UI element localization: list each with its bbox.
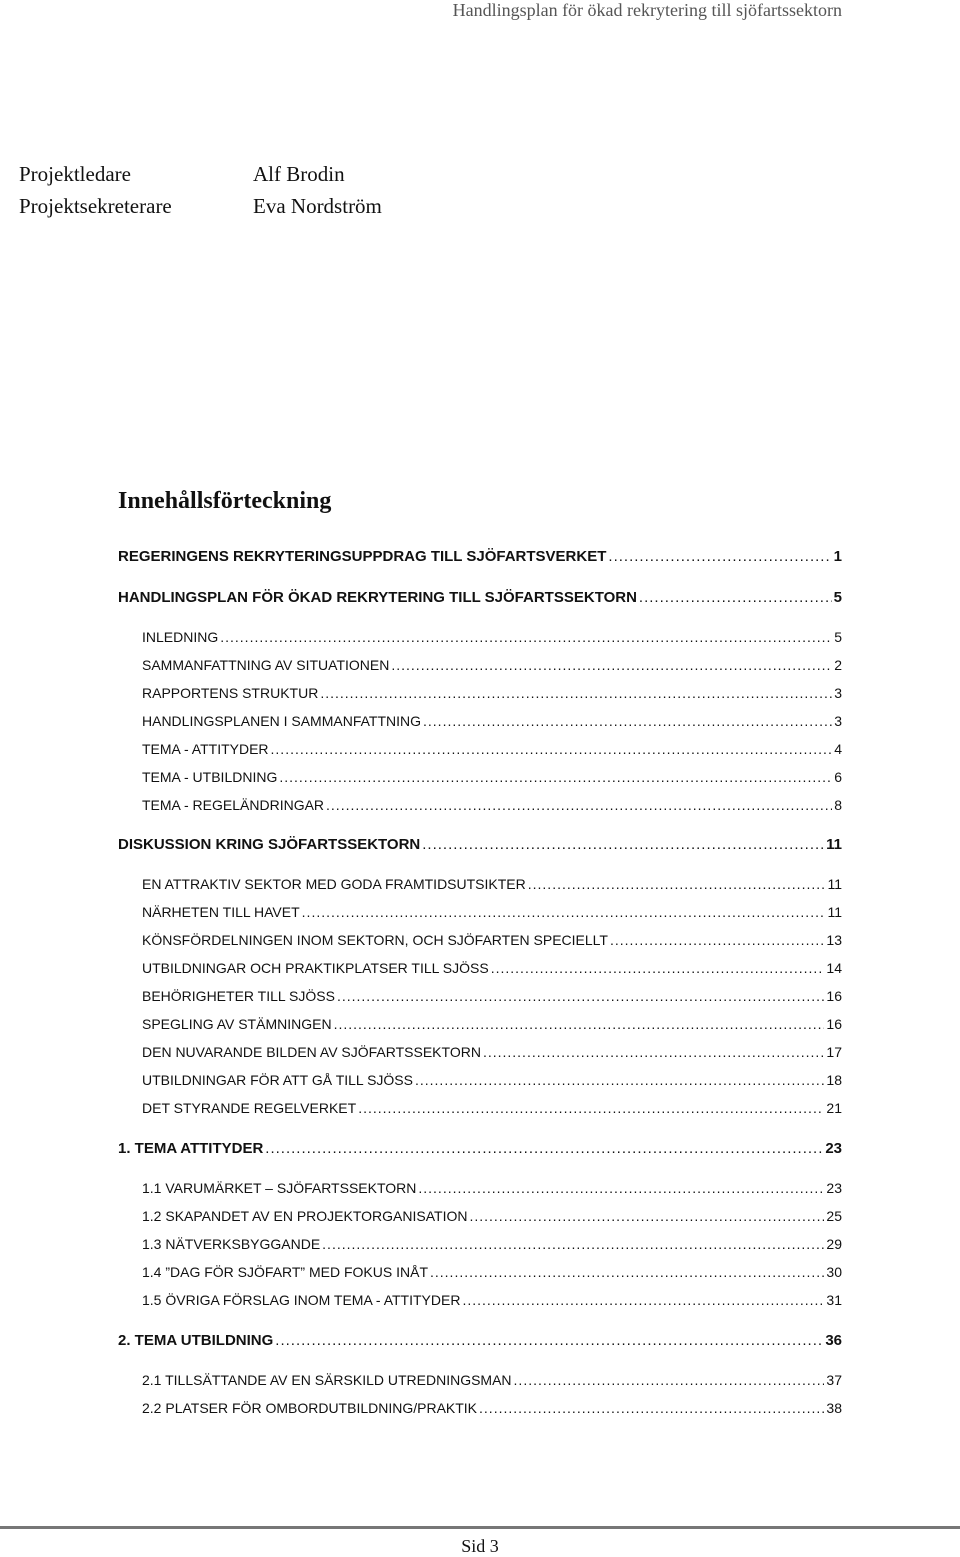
toc-title: Innehållsförteckning (118, 488, 332, 514)
toc-leader (423, 713, 832, 729)
running-header: Handlingsplan för ökad rekrytering till sjöfartssektorn (452, 0, 842, 20)
toc-entry-page: 37 (826, 1372, 842, 1388)
toc-entry-text: 2.2 PLATSER FÖR OMBORDUTBILDNING/PRAKTIK (142, 1400, 478, 1416)
toc-entry-page: 8 (834, 797, 842, 813)
toc-entry-page: 30 (826, 1264, 842, 1280)
toc-entry-page: 3 (834, 713, 842, 729)
toc-leader (337, 988, 824, 1004)
toc-entry-text: INLEDNING (142, 629, 219, 645)
toc-entry-page: 36 (825, 1332, 842, 1349)
toc-entry[interactable] (142, 960, 842, 976)
project-meta (19, 158, 382, 222)
toc-entry[interactable] (142, 904, 842, 920)
toc-leader (608, 548, 831, 565)
toc-leader (279, 769, 832, 785)
toc-entry-text: SPEGLING AV STÄMNINGEN (142, 1016, 332, 1032)
footer-divider (0, 1526, 960, 1529)
toc-entry[interactable] (142, 1400, 842, 1416)
toc-entry-page: 14 (826, 960, 842, 976)
toc-entry-text: 1.2 SKAPANDET AV EN PROJEKTORGANISATION (142, 1208, 468, 1224)
toc-leader (483, 1044, 824, 1060)
meta-value: Eva Nordström (253, 194, 382, 218)
meta-label: Projektsekreterare (19, 194, 172, 218)
toc-leader (491, 960, 825, 976)
toc-leader (302, 904, 826, 920)
toc-entry[interactable] (142, 1264, 842, 1280)
toc-entry-page: 17 (826, 1044, 842, 1060)
toc-entry[interactable] (142, 932, 842, 948)
toc-entry[interactable] (142, 797, 842, 813)
toc-entry-page: 16 (826, 1016, 842, 1032)
meta-label: Projektledare (19, 162, 131, 186)
toc-entry-page: 25 (826, 1208, 842, 1224)
toc-entry[interactable] (142, 1044, 842, 1060)
toc-entry-page: 23 (825, 1140, 842, 1157)
toc-entry[interactable] (142, 1180, 842, 1196)
toc-entry[interactable] (118, 1332, 842, 1349)
toc-entry[interactable] (142, 1208, 842, 1224)
toc-entry-page: 16 (826, 988, 842, 1004)
toc-leader (275, 1332, 823, 1349)
toc-entry-text: EN ATTRAKTIV SEKTOR MED GODA FRAMTIDSUTSIKTER (142, 876, 526, 892)
toc-entry-text: 1.4 ”DAG FÖR SJÖFART” MED FOKUS INÅT (142, 1264, 428, 1280)
toc-entry-text: TEMA - ATTITYDER (142, 741, 269, 757)
toc-entry[interactable] (142, 1372, 842, 1388)
toc-leader (422, 836, 824, 853)
toc-leader (358, 1100, 824, 1116)
toc-leader (418, 1180, 824, 1196)
toc-leader (610, 932, 824, 948)
toc-entry[interactable] (142, 1072, 842, 1088)
toc-entry-text: TEMA - REGELÄNDRINGAR (142, 797, 325, 813)
toc-entry-page: 18 (826, 1072, 842, 1088)
toc-entry-text: HANDLINGSPLAN FÖR ÖKAD REKRYTERING TILL SJÖFARTSSEKTORN (118, 589, 637, 606)
toc-entry-text: RAPPORTENS STRUKTUR (142, 685, 319, 701)
toc-entry-page: 11 (827, 904, 842, 920)
toc-entry[interactable] (118, 589, 842, 606)
toc-leader (320, 685, 832, 701)
toc-entry-page: 21 (826, 1100, 842, 1116)
toc-entry-page: 5 (833, 589, 842, 606)
meta-row-project-leader (19, 158, 382, 190)
page-number: Sid 3 (461, 1536, 499, 1556)
toc-leader (322, 1236, 824, 1252)
toc-leader (271, 741, 833, 757)
toc-leader (430, 1264, 824, 1280)
toc-entry[interactable] (142, 1016, 842, 1032)
toc-entry[interactable] (142, 988, 842, 1004)
toc-leader (462, 1292, 824, 1308)
toc-entry-text: DISKUSSION KRING SJÖFARTSSEKTORN (118, 836, 421, 853)
toc-entry-text: UTBILDNINGAR FÖR ATT GÅ TILL SJÖSS (142, 1072, 413, 1088)
toc-entry-text: UTBILDNINGAR OCH PRAKTIKPLATSER TILL SJÖSS (142, 960, 489, 976)
toc-entry[interactable] (142, 657, 842, 673)
toc-entry-text: KÖNSFÖRDELNINGEN INOM SEKTORN, OCH SJÖFARTEN SPECIELLT (142, 932, 608, 948)
toc-entry-text: HANDLINGSPLANEN I SAMMANFATTNING (142, 713, 422, 729)
toc-leader (415, 1072, 824, 1088)
toc-entry-page: 5 (834, 629, 842, 645)
toc-entry[interactable] (142, 769, 842, 785)
toc-entry-page: 6 (834, 769, 842, 785)
toc-entry[interactable] (142, 1100, 842, 1116)
toc-entry-page: 11 (826, 836, 842, 853)
toc-leader (528, 876, 826, 892)
toc-leader (326, 797, 832, 813)
toc-entry[interactable] (142, 876, 842, 892)
toc-entry-page: 38 (826, 1400, 842, 1416)
toc-entry[interactable] (142, 713, 842, 729)
toc-leader (334, 1016, 825, 1032)
toc-leader (265, 1140, 823, 1157)
toc-entry[interactable] (142, 1236, 842, 1252)
toc-entry[interactable] (142, 741, 842, 757)
toc-entry[interactable] (142, 685, 842, 701)
toc-entry-page: 4 (834, 741, 842, 757)
toc-entry-text: SAMMANFATTNING AV SITUATIONEN (142, 657, 390, 673)
toc-entry-text: DET STYRANDE REGELVERKET (142, 1100, 357, 1116)
toc-entry-page: 31 (826, 1292, 842, 1308)
toc-entry-page: 23 (826, 1180, 842, 1196)
toc-entry-page: 1 (833, 548, 842, 565)
meta-value: Alf Brodin (253, 162, 345, 186)
toc-entry-page: 13 (826, 932, 842, 948)
toc-entry[interactable] (142, 629, 842, 645)
toc-entry-page: 2 (834, 657, 842, 673)
toc-entry-text: 1.5 ÖVRIGA FÖRSLAG INOM TEMA - ATTITYDER (142, 1292, 461, 1308)
toc-entry-text: TEMA - UTBILDNING (142, 769, 278, 785)
toc-entry-text: 1.3 NÄTVERKSBYGGANDE (142, 1236, 321, 1252)
toc-leader (469, 1208, 824, 1224)
toc-entry-text: 1. TEMA ATTITYDER (118, 1140, 264, 1157)
toc-entry[interactable] (118, 548, 842, 565)
toc-entry-page: 11 (827, 876, 842, 892)
toc-entry-page: 3 (834, 685, 842, 701)
toc-entry-text: 1.1 VARUMÄRKET – SJÖFARTSSEKTORN (142, 1180, 417, 1196)
toc-entry-text: BEHÖRIGHETER TILL SJÖSS (142, 988, 335, 1004)
toc-leader (220, 629, 832, 645)
toc-entry-page: 29 (826, 1236, 842, 1252)
toc-leader (391, 657, 832, 673)
toc-entry-text: DEN NUVARANDE BILDEN AV SJÖFARTSSEKTORN (142, 1044, 481, 1060)
toc-leader (514, 1372, 825, 1388)
toc-entry[interactable] (118, 1140, 842, 1157)
toc-entry-text: NÄRHETEN TILL HAVET (142, 904, 300, 920)
toc-entry[interactable] (142, 1292, 842, 1308)
toc-entry-text: REGERINGENS REKRYTERINGSUPPDRAG TILL SJÖFARTSVERKET (118, 548, 607, 565)
toc-leader (639, 589, 832, 606)
meta-row-project-secretary (19, 190, 382, 222)
toc-entry-text: 2.1 TILLSÄTTANDE AV EN SÄRSKILD UTREDNINGSMAN (142, 1372, 512, 1388)
toc-entry-text: 2. TEMA UTBILDNING (118, 1332, 274, 1349)
toc-entry[interactable] (118, 836, 842, 853)
toc-leader (479, 1400, 824, 1416)
